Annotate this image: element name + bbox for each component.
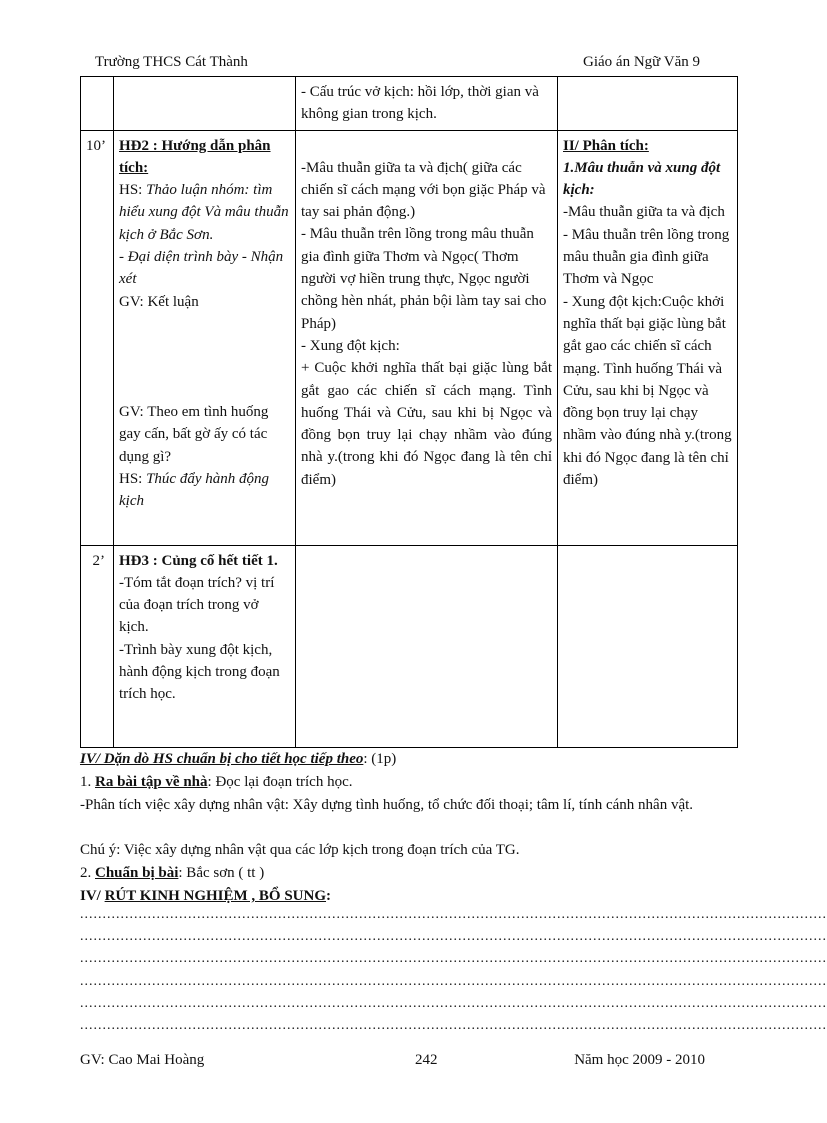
activity-text: -Trình bày xung đột kịch, hành động kịch trong đoạn trích học. xyxy=(119,641,280,703)
lesson-table xyxy=(80,76,738,748)
activity-cell xyxy=(114,130,296,545)
notes-cell xyxy=(558,130,738,545)
table-cell-content: - Cấu trúc vở kịch: hồi lớp, thời gian và không gian trong kịch. xyxy=(296,77,558,131)
notes-text: -Mâu thuẫn giữa ta và địch xyxy=(563,204,725,221)
time-cell: 10’ xyxy=(81,130,114,545)
homework-text: Chú ý: Việc xây dựng nhân vật qua các lớp kịch trong đoạn trích của TG. xyxy=(80,842,520,858)
page-footer xyxy=(80,1052,705,1074)
page-number: 242 xyxy=(415,1052,438,1068)
dotted-line: ...................................................................................................................................................................... xyxy=(80,929,827,944)
activity-text: GV: Kết luận xyxy=(119,293,199,310)
table-row xyxy=(81,77,738,131)
school-name: Trường THCS Cát Thành xyxy=(95,54,248,70)
content-text: - Xung đột kịch: xyxy=(301,337,400,354)
table-row xyxy=(81,545,738,747)
dotted-line: ...................................................................................................................................................................... xyxy=(80,951,827,966)
activity-text: HS: Thúc đẩy hành động kịch xyxy=(119,470,270,510)
school-year: Năm học 2009 - 2010 xyxy=(574,1052,705,1068)
dotted-line: ...................................................................................................................................................................... xyxy=(80,996,827,1011)
dotted-line: ...................................................................................................................................................................... xyxy=(80,974,827,989)
activity-title: HĐ3 : Củng cố hết tiết 1. xyxy=(119,552,278,569)
dotted-line: ...................................................................................................................................................................... xyxy=(80,907,827,922)
activity-text: - Đại diện trình bày - Nhận xét xyxy=(119,249,284,288)
experience-heading: IV/ RÚT KINH NGHIỆM , BỔ SUNG: xyxy=(80,888,332,904)
table-row xyxy=(81,130,738,545)
subject-name: Giáo án Ngữ Văn 9 xyxy=(583,54,700,70)
content-text: + Cuộc khởi nghĩa thất bại giặc lùng bắt gắt gao các chiến sĩ cách mạng. Tình huống Thái và Cửu, sau khi bị Ngọc và đồng bọn truy lại chạy nhầm vào đúng nhà y.(trong khi đó Ngọc đang là tên chỉ điểm) xyxy=(301,360,552,488)
page-header xyxy=(95,54,700,76)
activity-text: -Tóm tắt đoạn trích? vị trí của đoạn trích trong vở kịch. xyxy=(119,574,275,636)
homework-item: 1. Ra bài tập về nhà: Đọc lại đoạn trích học. xyxy=(80,774,353,790)
content-text: -Mâu thuẫn giữa ta và địch( giữa các chiến sĩ cách mạng với bọn giặc Pháp và tay sai phản động.) xyxy=(301,159,546,221)
teacher-name: GV: Cao Mai Hoàng xyxy=(80,1052,205,1068)
activity-text: GV: Theo em tình huống gay cấn, bất gờ ấy có tác dụng gì? xyxy=(119,403,269,465)
notes-title: II/ Phân tích: xyxy=(563,137,649,154)
content-cell xyxy=(296,130,558,545)
homework-item: 2. Chuẩn bị bài: Bắc sơn ( tt ) xyxy=(80,865,265,881)
notes-text: - Mâu thuẫn trên lồng trong mâu thuẫn gia đình giữa Thơm và Ngọc xyxy=(563,226,730,288)
time-cell: 2’ xyxy=(81,545,114,747)
notes-subtitle: 1.Mâu thuẫn và xung đột kịch: xyxy=(563,159,721,199)
homework-heading: IV/ Dặn dò HS chuẩn bị cho tiết học tiếp theo: (1p) xyxy=(80,751,397,767)
activity-text: HS: Thảo luận nhóm: tìm hiểu xung đột Và mâu thuẫn kịch ở Bắc Sơn. xyxy=(119,182,289,243)
homework-text: -Phân tích việc xây dựng nhân vật: Xây dựng tình huống, tổ chức đối thoại; tâm lí, tính cánh nhân vật. xyxy=(80,797,694,813)
dotted-line: ...................................................................................................................................................................... xyxy=(80,1018,827,1033)
activity-cell xyxy=(114,545,296,747)
activity-title: HĐ2 : Hướng dẫn phân tích: xyxy=(119,137,271,176)
content-text: - Mâu thuẫn trên lồng trong mâu thuẫn gia đình giữa Thơm và Ngọc( Thơm người vợ hiền trung thực, Ngọc người chồng hèn nhát, phản bội làm tay sai cho Pháp) xyxy=(301,226,547,332)
notes-text: - Xung đột kịch:Cuộc khởi nghĩa thất bại giặc lùng bắt gắt gao các chiến sĩ cách mạng. Tình huống Thái và Cửu, sau khi bị Ngọc và đồng bọn truy lại chạy nhầm vào đúng nhà y.(trong khi đó Ngọc đang là tên chỉ điểm) xyxy=(563,293,732,489)
